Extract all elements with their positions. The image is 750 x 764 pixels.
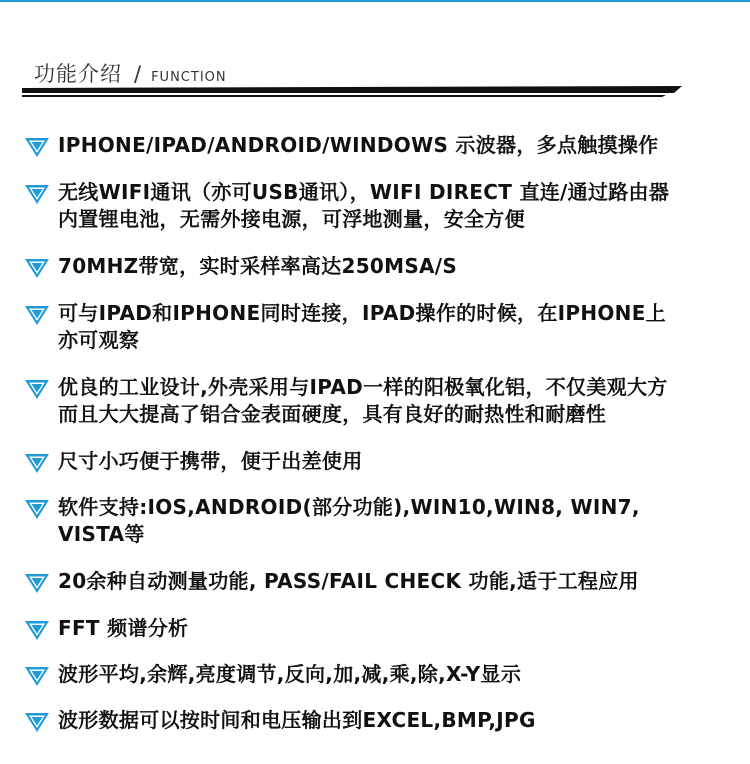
- feature-text-line: 波形平均,余辉,亮度调节,反向,加,减,乘,除,X-Y显示: [58, 662, 522, 686]
- feature-text-line: 软件支持:IOS,ANDROID(部分功能),WIN10,WIN8, WIN7,: [58, 495, 640, 519]
- feature-item: [24, 615, 188, 642]
- feature-item: [24, 300, 666, 354]
- feature-text-line: 尺寸小巧便于携带，便于出差使用: [58, 449, 363, 473]
- section-title-en: FUNCTION: [151, 70, 227, 85]
- feature-text-line: 而且大大提高了铝合金表面硬度，具有良好的耐热性和耐磨性: [58, 402, 607, 426]
- triangle-down-icon: [24, 136, 50, 158]
- section-title-separator: /: [134, 62, 142, 86]
- feature-text-line: 20余种自动测量功能, PASS/FAIL CHECK 功能,适于工程应用: [58, 569, 639, 593]
- feature-text-line: 可与IPAD和IPHONE同时连接，IPAD操作的时候，在IPHONE上: [58, 301, 666, 325]
- header-underline-bar: [22, 86, 682, 98]
- feature-text-line: 内置锂电池，无需外接电源，可浮地测量，安全方便: [58, 207, 525, 231]
- triangle-down-icon: [24, 619, 50, 641]
- feature-text-line: 优良的工业设计,外壳采用与IPAD一样的阳极氧化铝，不仅美观大方: [58, 375, 668, 399]
- feature-text-line: FFT 频谱分析: [58, 616, 189, 640]
- feature-item: [24, 179, 669, 233]
- feature-item: [24, 132, 658, 159]
- feature-item: [24, 568, 639, 595]
- triangle-down-icon: [24, 183, 50, 205]
- top-accent-rule: [0, 0, 750, 2]
- feature-text-line: 波形数据可以按时间和电压输出到EXCEL,BMP,JPG: [58, 708, 536, 732]
- feature-text-line: 亦可观察: [58, 328, 140, 352]
- triangle-down-icon: [24, 665, 50, 687]
- feature-item: [24, 661, 521, 688]
- feature-text-line: VISTA等: [58, 522, 145, 546]
- feature-text-line: 70MHZ带宽，实时采样率高达250MSA/S: [58, 254, 458, 278]
- feature-item: [24, 374, 668, 428]
- feature-item: [24, 707, 536, 734]
- feature-text-line: 无线WIFI通讯（亦可USB通讯），WIFI DIRECT 直连/通过路由器: [58, 180, 670, 204]
- section-title-cn: 功能介绍: [34, 62, 122, 86]
- triangle-down-icon: [24, 378, 50, 400]
- triangle-down-icon: [24, 452, 50, 474]
- triangle-down-icon: [24, 572, 50, 594]
- feature-item: [24, 253, 457, 280]
- feature-item: [24, 494, 640, 548]
- triangle-down-icon: [24, 304, 50, 326]
- triangle-down-icon: [24, 498, 50, 520]
- triangle-down-icon: [24, 257, 50, 279]
- feature-item: [24, 448, 363, 475]
- section-header: [34, 58, 227, 86]
- triangle-down-icon: [24, 711, 50, 733]
- feature-text-line: IPHONE/IPAD/ANDROID/WINDOWS 示波器，多点触摸操作: [58, 133, 659, 157]
